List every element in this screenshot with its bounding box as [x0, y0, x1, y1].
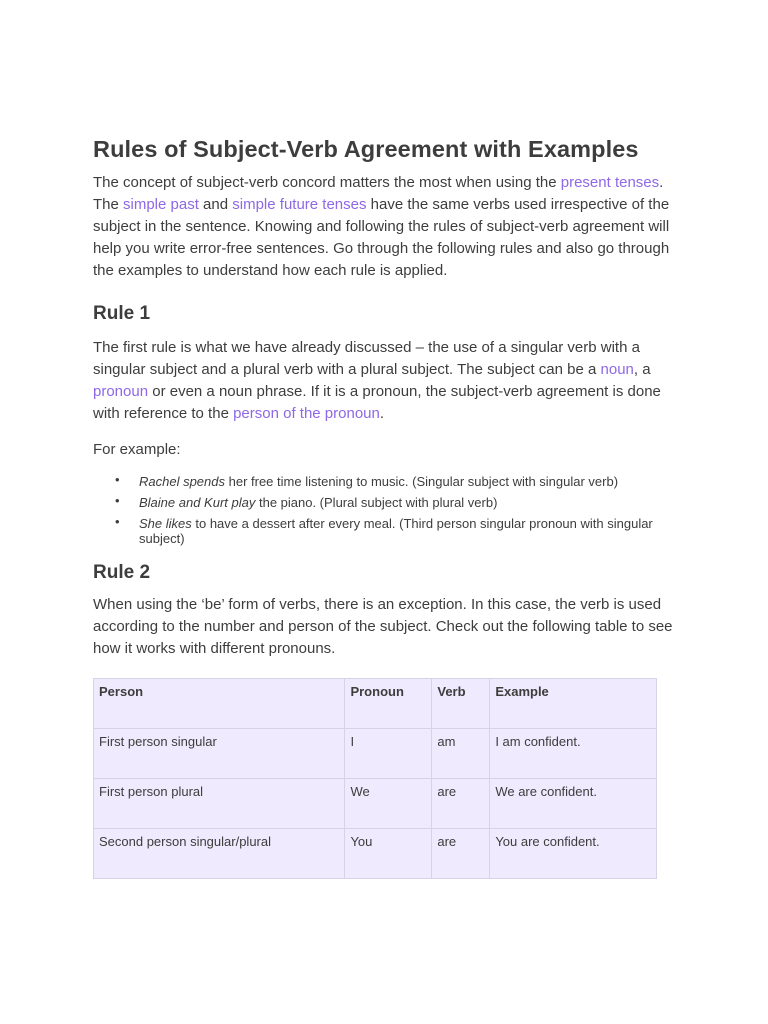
example-rest: the piano. (Plural subject with plural verb) — [255, 495, 498, 510]
example-subject-verb: Rachel spends — [139, 474, 225, 489]
example-rest: to have a dessert after every meal. (Third person singular pronoun with singular subject) — [139, 516, 653, 546]
intro-paragraph — [93, 172, 673, 282]
table-cell: You — [345, 829, 432, 879]
table-cell: First person singular — [94, 729, 345, 779]
table-header-row — [94, 679, 657, 729]
intro-text: and — [198, 196, 233, 213]
link-person-of-the-pronoun[interactable]: person of the pronoun — [233, 405, 380, 422]
list-item — [115, 514, 673, 546]
table-cell: First person plural — [94, 779, 345, 829]
rule-2-paragraph: When using the ‘be’ form of verbs, there is an exception. In this case, the verb is used according to the number and person of the subject. Check out the following table to see how it works with different pronouns. — [93, 596, 673, 657]
intro-text: have the same verbs used irrespective of the subject in the sentence. Knowing and following the rules of subject-verb agreement will help you write error-free sentences. Go through the following rules and also go through the examples to understand how each rule is applied. — [93, 196, 670, 279]
rule-2-heading: Rule 2 — [93, 562, 151, 583]
table-cell: You are confident. — [490, 829, 657, 879]
page-title: Rules of Subject-Verb Agreement with Examples — [93, 136, 639, 162]
table-cell: We — [345, 779, 432, 829]
link-simple-past[interactable]: simple past — [123, 196, 199, 213]
table-cell: are — [432, 829, 490, 879]
example-subject-verb: She likes — [139, 516, 192, 531]
rule-1-text: or even a noun phrase. If it is a pronoun, the subject-verb agreement is done with reference to the — [93, 383, 661, 422]
rule-1-text: , a — [633, 361, 651, 378]
examples-list — [93, 474, 673, 546]
table-row — [94, 779, 657, 829]
column-header: Pronoun — [345, 679, 432, 729]
table-row — [94, 829, 657, 879]
example-rest: her free time listening to music. (Singular subject with singular verb) — [225, 474, 619, 489]
rule-1-heading: Rule 1 — [93, 303, 151, 324]
table-cell: I — [345, 729, 432, 779]
intro-text: The concept of subject-verb concord matters the most when using the — [93, 174, 561, 191]
rule-1-text: . — [379, 405, 385, 422]
column-header: Verb — [432, 679, 490, 729]
table-cell: We are confident. — [490, 779, 657, 829]
bullet-icon: • — [115, 472, 120, 487]
link-pronoun[interactable]: pronoun — [93, 383, 149, 400]
list-item — [115, 472, 673, 489]
list-item — [115, 493, 673, 510]
table-row — [94, 729, 657, 779]
rule-1-paragraph — [93, 337, 673, 425]
table-cell: are — [432, 779, 490, 829]
column-header: Example — [490, 679, 657, 729]
rule-1-text: The first rule is what we have already discussed – the use of a singular verb with a singular subject and a plural verb with a plural subject. The subject can be a — [93, 339, 640, 378]
document-page — [93, 132, 673, 879]
table-cell: Second person singular/plural — [94, 829, 345, 879]
table-cell: am — [432, 729, 490, 779]
example-subject-verb: Blaine and Kurt play — [139, 495, 256, 510]
bullet-icon: • — [115, 493, 120, 508]
link-noun[interactable]: noun — [600, 361, 634, 378]
link-present-tenses[interactable]: present tenses — [560, 174, 660, 191]
pronoun-verb-table — [93, 678, 657, 879]
bullet-icon: • — [115, 514, 120, 529]
table-cell: I am confident. — [490, 729, 657, 779]
link-simple-future-tenses[interactable]: simple future tenses — [232, 196, 367, 213]
intro-text: . The — [93, 174, 664, 213]
column-header: Person — [94, 679, 345, 729]
example-label: For example: — [93, 441, 181, 458]
